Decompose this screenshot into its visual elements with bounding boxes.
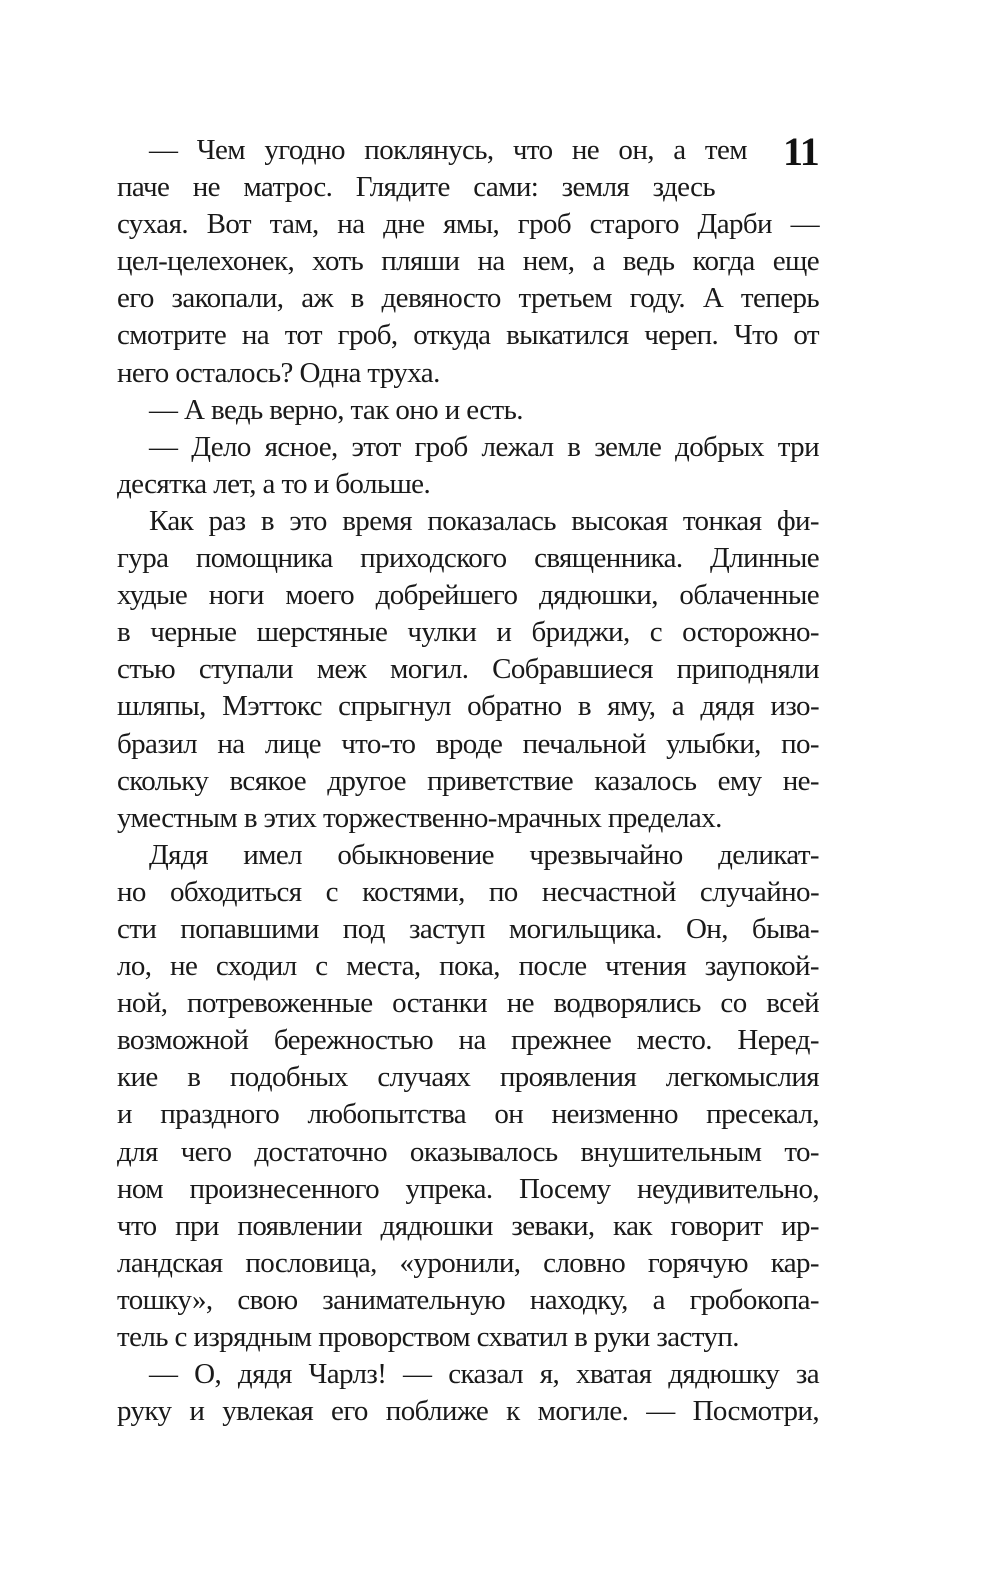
text-line: уместным в этих торжественно-мрачных пределах. [117, 801, 722, 834]
text-line: сухая. Вот там, на дне ямы, гроб старого Дарби — [117, 208, 819, 241]
text-line: ной, потревоженные останки не водворялись со всей [117, 987, 819, 1020]
page-number: 11 [783, 129, 819, 174]
text-line: паче не матрос. Глядите сами: земля здесь [117, 171, 715, 204]
text-line: но обходиться с костями, по несчастной случайно- [117, 875, 819, 908]
text-line: Как раз в это время показалась высокая тонкая фи- [149, 504, 819, 537]
text-line: кие в подобных случаях проявления легкомыслия [117, 1061, 819, 1094]
text-line: смотрите на тот гроб, откуда выкатился череп. Что от [117, 319, 819, 352]
text-line: ландская пословица, «уронили, словно горячую кар- [117, 1246, 819, 1279]
text-line: скольку всякое другое приветствие казалось ему не- [117, 764, 819, 797]
text-line: бразил на лице что-то вроде печальной улыбки, по- [117, 727, 819, 760]
text-line: — О, дядя Чарлз! — сказал я, хватая дядюшку за [149, 1358, 819, 1391]
text-line: гура помощника приходского священника. Длинные [117, 542, 819, 575]
text-line: руку и увлекая его поближе к могиле. — Посмотри, [117, 1395, 819, 1428]
text-line: ло, не сходил с места, пока, после чтения заупокой- [117, 950, 819, 983]
text-line: ном произнесенного упрека. Посему неудивительно, [117, 1172, 819, 1205]
text-line: в черные шерстяные чулки и бриджи, с осторожно- [117, 616, 819, 649]
text-line: возможной бережностью на прежнее место. Неред- [117, 1024, 819, 1057]
text-line: сти попавшими под заступ могильщика. Он, быва- [117, 912, 819, 945]
text-line: его закопали, аж в девяносто третьем году. А теперь [117, 282, 819, 315]
text-line: — Дело ясное, этот гроб лежал в земле добрых три [149, 430, 819, 463]
text-line: — Чем угодно поклянусь, что не он, а тем [149, 134, 747, 166]
text-line: — А ведь верно, так оно и есть. [149, 393, 523, 426]
body-text [117, 129, 819, 1430]
text-line: стью ступали меж могил. Собравшиеся приподняли [117, 653, 819, 686]
text-line: для чего достаточно оказывалось внушительным то- [117, 1135, 819, 1168]
text-line: что при появлении дядюшки зеваки, как говорит ир- [117, 1209, 819, 1242]
text-line: Дядя имел обыкновение чрезвычайно деликат- [149, 838, 819, 871]
text-line: тошку», свою занимательную находку, а гробокопа- [117, 1283, 819, 1316]
text-line: десятка лет, а то и больше. [117, 467, 431, 500]
text-line: него осталось? Одна труха. [117, 356, 440, 389]
text-line: тель с изрядным проворством схватил в руки заступ. [117, 1321, 739, 1353]
text-line: худые ноги моего добрейшего дядюшки, облаченные [117, 579, 819, 612]
text-line: цел-целехонек, хоть пляши на нем, а ведь когда еще [117, 245, 819, 278]
text-line: шляпы, Мэттокс спрыгнул обратно в яму, а дядя изо- [117, 690, 819, 723]
text-line: и праздного любопытства он неизменно пресекал, [117, 1098, 819, 1131]
